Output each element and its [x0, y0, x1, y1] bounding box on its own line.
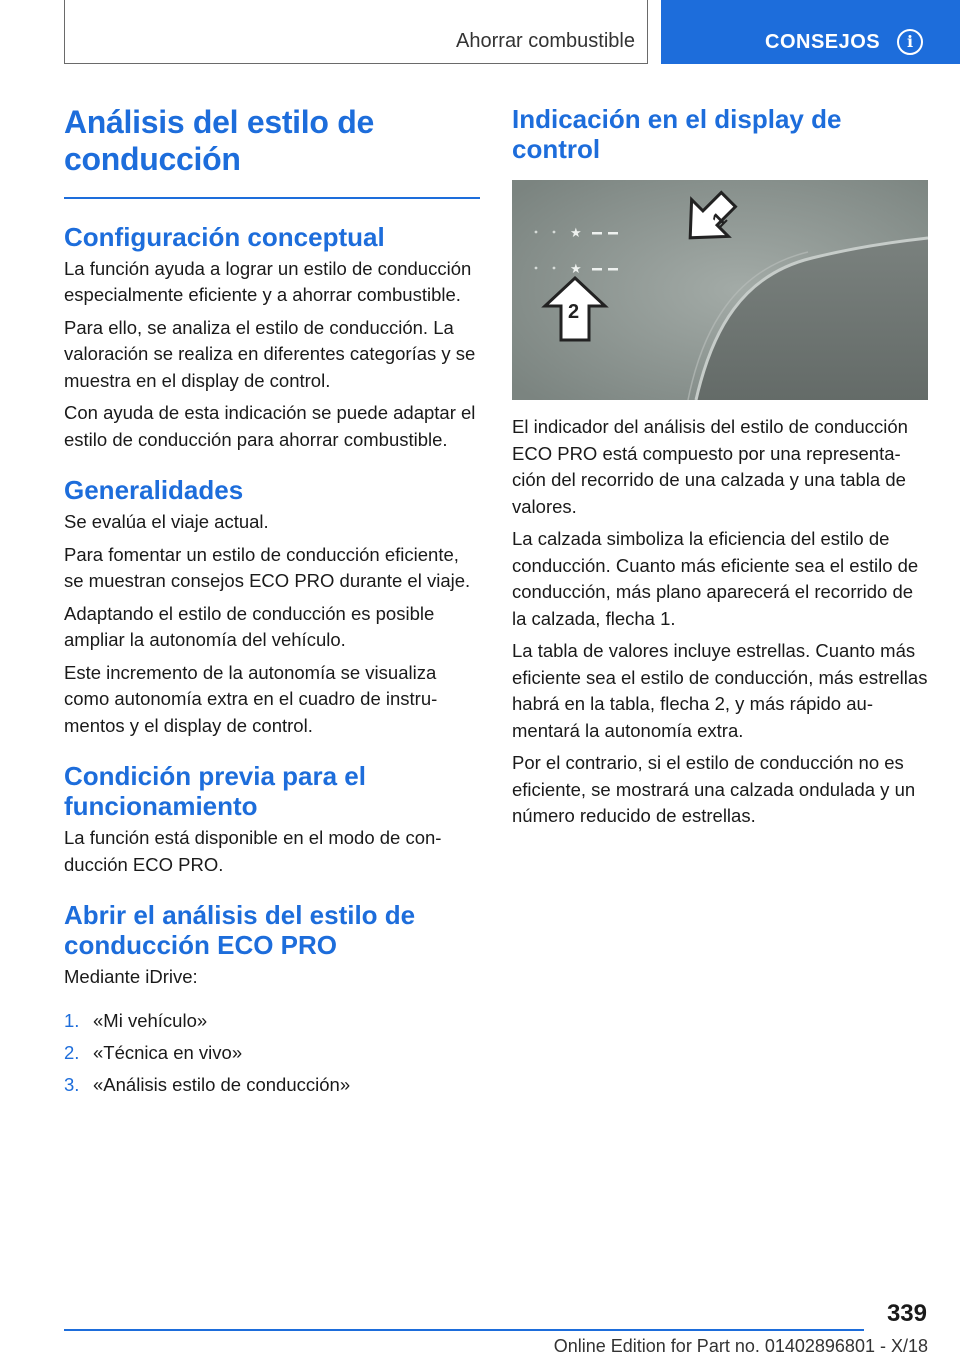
paragraph: Mediante iDrive:: [64, 966, 198, 987]
edition-text: Online Edition for Part no. 01402896801 - X/18: [553, 1336, 928, 1356]
svg-text:★: ★: [570, 226, 582, 241]
steps-list: [64, 1005, 480, 1101]
title-rule: [64, 197, 480, 199]
list-item: [64, 1069, 480, 1101]
section-generalidades: [64, 475, 480, 739]
paragraph: Para ello, se analiza el estilo de conducción. La valoración se realiza en diferentes categorías y se muestra en el display de control.: [64, 316, 476, 391]
section-heading-display: Indicación en el display de control: [512, 104, 842, 164]
eco-pro-display-figure: [512, 180, 928, 400]
page-title: Análisis del estilo de conducción: [64, 104, 374, 177]
paragraph: Para fomentar un estilo de conducción eficiente, se muestran consejos ECO PRO durante el viaje.: [64, 543, 471, 591]
section-heading: Condición previa para el funcionamiento: [64, 761, 366, 821]
section-condicion: [64, 761, 480, 878]
section-title: Ahorrar combustible: [456, 30, 635, 52]
left-column: [64, 104, 480, 1123]
paragraph: Adaptando el estilo de conducción es posible ampliar la autonomía del vehículo.: [64, 602, 435, 650]
section-configuracion: [64, 222, 480, 454]
paragraph: La tabla de valores incluye estrellas. Cuanto más eficiente sea el estilo de conducción, más estrellas habrá en la tabla, flecha 2, y más rápido aumentará la autonomía extra.: [512, 640, 928, 741]
paragraph: Por el contrario, si el estilo de conducción no es eficiente, se mostrará una calzada ondulada y un número reducido de estrellas.: [512, 752, 916, 826]
step-number: 3.: [64, 1073, 80, 1095]
paragraph: Este incremento de la autonomía se visualiza como autonomía extra en el cuadro de instrumentos y el display de control.: [64, 661, 438, 736]
paragraph: Se evalúa el viaje actual.: [64, 511, 269, 532]
paragraph: Con ayuda de esta indicación se puede adaptar el estilo de conducción para ahorrar combustible.: [64, 402, 476, 450]
section-heading: Configuración conceptual: [64, 221, 385, 252]
paragraph: La calzada simboliza la eficiencia del estilo de conducción. Cuanto más eficiente sea el estilo de conducción, más plano aparecerá el recorrido de la calzada, flecha 1.: [512, 528, 919, 629]
step-number: 1.: [64, 1009, 80, 1031]
right-column: [512, 104, 928, 836]
step-text: «Técnica en vivo»: [93, 1041, 243, 1063]
page-number: 339: [886, 1300, 927, 1327]
step-text: «Análisis estilo de conducción»: [93, 1073, 351, 1095]
chapter-label: CONSEJOS: [765, 31, 881, 53]
footer-rule: [64, 1329, 864, 1331]
section-heading: Abrir el análisis del estilo de conducción ECO PRO: [64, 900, 416, 960]
paragraph: El indicador del análisis del estilo de conducción ECO PRO está compuesto por una representación del recorrido de una calzada y una tabla de valores.: [512, 416, 908, 517]
section-abrir: [64, 900, 480, 1101]
svg-text:★: ★: [570, 262, 582, 277]
arrow-1-label: 1: [708, 208, 732, 232]
chapter-tab[interactable]: [661, 0, 960, 64]
header-section-box: [64, 0, 648, 64]
step-text: «Mi vehículo»: [93, 1009, 208, 1031]
section-heading: Generalidades: [64, 475, 244, 505]
list-item: [64, 1037, 480, 1069]
list-item: [64, 1005, 480, 1037]
paragraph: La función está disponible en el modo de conducción ECO PRO.: [64, 827, 442, 875]
arrow-2-label: 2: [568, 301, 580, 323]
paragraph: La función ayuda a lograr un estilo de conducción especialmente eficiente y a ahorrar combustible.: [64, 257, 472, 305]
info-circle-icon[interactable]: i: [897, 29, 923, 55]
step-number: 2.: [64, 1041, 80, 1063]
